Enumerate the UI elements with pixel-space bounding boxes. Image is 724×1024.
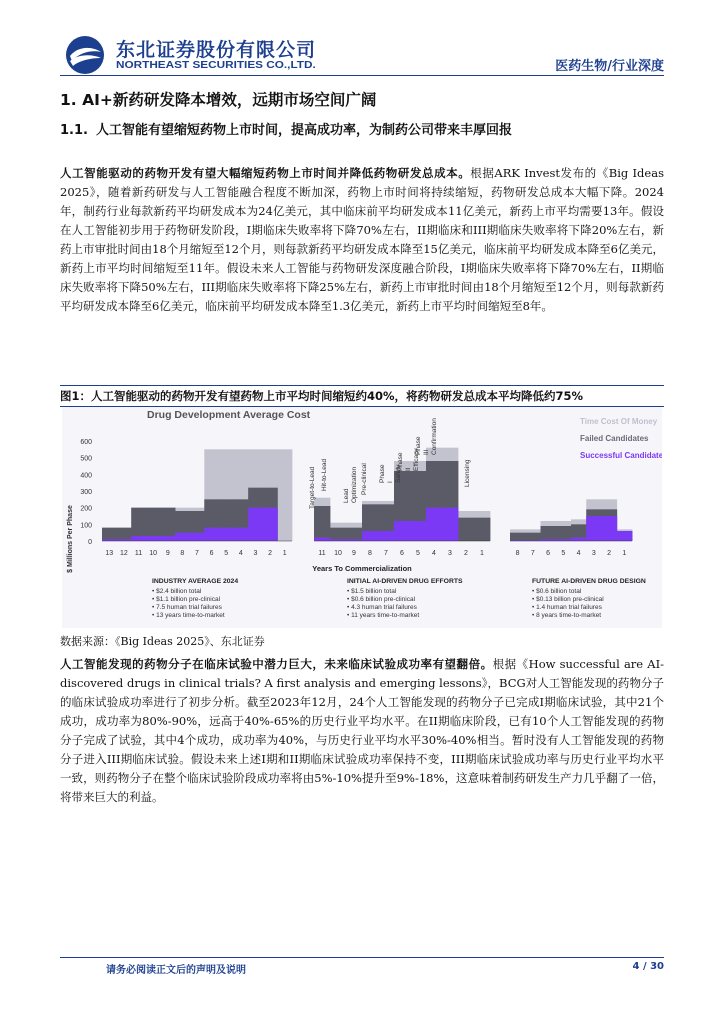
phase-label: [464, 459, 471, 487]
phase-label: [361, 463, 368, 495]
bar-successful: [586, 516, 602, 541]
bar-successful: [442, 508, 458, 541]
company-name-cn: 东北证券股份有限公司: [116, 39, 317, 61]
summary-item: • $1.5 billion total: [347, 588, 397, 595]
bar-failed: [541, 526, 557, 541]
bar-failed: [346, 528, 362, 541]
x-tick-label: 8: [368, 550, 372, 557]
phase-label: [321, 458, 328, 491]
footer-disclaimer: 请务必阅读正文后的声明及说明: [106, 965, 246, 976]
bar-successful: [234, 528, 249, 541]
x-tick-label: 8: [515, 550, 520, 557]
x-tick-label: 2: [268, 550, 273, 557]
section-heading: 1. AI+新药研发降本增效，远期市场空间广阔: [60, 91, 377, 109]
x-tick-label: 7: [195, 550, 199, 557]
summary-item: • $1.1 billion pre-clinical: [152, 596, 221, 603]
phase-label: [343, 466, 358, 503]
phase-label: [309, 466, 316, 509]
phase-label-line: Lead: [343, 488, 350, 503]
x-tick-label: 2: [464, 550, 468, 557]
bar-successful: [248, 508, 263, 541]
summary-item: • 4.3 human trial failures: [347, 604, 417, 611]
summary-item: • $0.6 billion total: [532, 588, 582, 595]
bar-failed: [330, 528, 346, 541]
bar-successful: [146, 536, 161, 541]
bar-successful: [204, 528, 219, 541]
phase-label-line: Licensing: [464, 459, 471, 487]
y-tick-label: 0: [88, 539, 92, 546]
drug-cost-chart: [62, 407, 662, 628]
x-tick-label: 2: [607, 550, 612, 557]
paragraph-1-body: 根据ARK Invest发布的《Big Ideas 2025》，随着新药研发与人工智能融合程度不断加深，药物上市时间将持续缩短，药物研发总成本大幅下降。2024年，制药行业每款新药平均研发成本为24亿美元，其中临床前平均研发成本11亿美元，新药上市平均需要13年。假设在人工智能初步用于药物研发阶段，I期临床失败率将下降70%左右，II期临床和III期临床失败率将下降20%左右，新药上市审批时间由18个月缩短至12个月，则每款新药平均研发成本降至15亿美元，临床前平均研发成本降至6亿美元，新药上市平均时间缩短至11年。假设未来人工智能与药物研发深度融合阶段，I期临床失败率将下降70%左右，II期临床失败率将下降50%左右，III期临床失败率将下降25%左右，新药上市审批时间由18个月缩短至12个月，则每款新药平均研发成本降至6亿美元，临床前平均研发成本降至1.3亿美元，新药上市平均时间缩短至8年。: [60, 166, 664, 313]
summary-item: • 13 years time-to-market: [152, 612, 225, 619]
chart-x-axis-label: Years To Commercialization: [312, 564, 412, 573]
x-tick-label: 1: [282, 550, 287, 557]
summary-item: • 8 years time-to-market: [532, 612, 602, 619]
bar-successful: [314, 538, 330, 541]
x-tick-label: 1: [622, 550, 627, 557]
chart-y-axis-label: $ Millions Per Phase: [67, 505, 74, 573]
x-tick-label: 13: [105, 550, 114, 557]
y-tick-label: 200: [80, 505, 92, 513]
x-tick-label: 4: [576, 550, 581, 557]
x-tick-label: 4: [238, 550, 243, 557]
bar-time-cost: [277, 449, 292, 541]
bar-successful: [602, 516, 618, 541]
phase-label-line: III: [423, 449, 430, 455]
chart-panel: [62, 407, 662, 628]
bar-successful: [190, 533, 205, 541]
paragraph-2: [60, 655, 664, 807]
bar-failed: [102, 528, 117, 541]
bar-successful: [410, 521, 426, 541]
footer-divider: [60, 957, 664, 958]
bar-failed: [510, 533, 526, 541]
bar-successful: [219, 528, 234, 541]
report-type: 医药生物/行业深度: [555, 59, 664, 74]
summary-item: • 11 years time-to-market: [347, 612, 420, 619]
phase-label-line: Pre-clinical: [361, 463, 368, 495]
x-tick-label: 11: [134, 550, 143, 557]
x-tick-label: 9: [165, 550, 170, 557]
x-tick-label: 7: [384, 550, 388, 557]
header-divider: [60, 75, 664, 76]
bar-successful: [160, 536, 175, 541]
bar-failed: [117, 528, 132, 541]
y-tick-label: 300: [80, 489, 92, 496]
x-tick-label: 6: [209, 550, 214, 557]
bar-successful: [571, 538, 587, 541]
bar-successful: [175, 533, 190, 541]
summary-title: INDUSTRY AVERAGE 2024: [152, 578, 239, 585]
subsection-title: 人工智能有望缩短药物上市时间，提高成功率，为制药公司带来丰厚回报: [96, 123, 513, 138]
x-tick-label: 5: [416, 550, 420, 557]
chart-legend: [580, 417, 662, 460]
legend-successful: Successful Candidates: [580, 451, 662, 460]
x-tick-label: 5: [561, 550, 566, 557]
phase-label-line: Confirmation: [431, 418, 438, 455]
figure-caption: 图1：人工智能驱动的药物开发有望药物上市平均时间缩短约40%，将药物研发总成本平均降低约75%: [60, 385, 664, 407]
legend-failed: Failed Candidates: [580, 434, 649, 443]
summary-item: • $0.6 billion pre-clinical: [347, 596, 416, 603]
x-tick-label: 3: [253, 550, 258, 557]
chart-title: Drug Development Average Cost: [147, 409, 311, 421]
phase-label-line: II: [405, 467, 412, 471]
x-tick-label: 1: [480, 550, 484, 557]
x-tick-label: 3: [448, 550, 452, 557]
x-tick-label: 3: [591, 550, 596, 557]
y-tick-label: 400: [80, 472, 92, 480]
x-tick-label: 6: [546, 550, 551, 557]
bar-successful: [263, 508, 278, 541]
paragraph-1: [60, 164, 664, 316]
bar-failed: [525, 533, 541, 541]
paragraph-1-lead: 人工智能驱动的药物开发有望大幅缩短药物上市时间并降低药物研发总成本。: [60, 166, 471, 180]
bar-failed: [314, 506, 330, 541]
summary-item: • 7.5 human trial failures: [152, 604, 222, 611]
bar-successful: [131, 536, 146, 541]
bar-failed: [556, 526, 572, 541]
phase-label-line: Phase: [397, 452, 404, 471]
summary-item: • $2.4 billion total: [152, 588, 202, 595]
paragraph-2-body: 根据《How successful are AI-discovered drugs in clinical trials? A first analysis and emerging lessons》，BCG对人工智能发现的药物分子的临床试验成功率进行了初步分析。截至2023年12月，24个人工智能发现的药物分子已完成I期临床试验，其中21个成功，成功率为80%-90%，远高于40%-65%的历史行业平均水平。在II期临床阶段，已有10个人工智能发现的药物分子完成了试验，其中4个成功，成功率为40%，与历史行业平均水平30%-40%相当。暂时没有人工智能发现的药物分子进入III期临床试验。假设未来上述I期和II期临床试验成功率保持不变，III期临床试验成功率与历史行业平均水平一致，则药物分子在整个临床试验阶段成功率将由5%-10%提升至9%-18%，这意味着制药研发生产力几乎翻了一倍，将带来巨大的利益。: [60, 657, 665, 804]
x-tick-label: 12: [120, 550, 128, 557]
summary-title: FUTURE AI-DRIVEN DRUG DESIGN: [532, 578, 646, 585]
subsection-heading: [60, 121, 530, 141]
phase-label-line: Safety: [395, 464, 402, 483]
y-tick-label: 100: [80, 522, 92, 530]
figure-source: 数据来源：《Big Ideas 2025》、东北证券: [60, 635, 265, 648]
bar-successful: [394, 521, 410, 541]
x-tick-label: 10: [149, 550, 158, 557]
company-logo: [64, 34, 106, 76]
page-number: 4 / 30: [632, 961, 664, 972]
x-tick-label: 10: [334, 550, 342, 557]
chart-summaries: [152, 578, 646, 619]
legend-time-cost: Time Cost Of Money: [580, 417, 658, 426]
phase-label-line: Hit-to-Lead: [321, 458, 328, 491]
phase-label-line: Phase: [379, 464, 386, 483]
bar-failed: [474, 518, 490, 541]
phase-label-line: Phase: [415, 436, 422, 455]
company-name-en: NORTHEAST SECURITIES CO.,LTD.: [116, 59, 316, 71]
phase-label-line: I: [387, 481, 394, 483]
subsection-number: 1.1.: [60, 123, 88, 138]
x-tick-label: 6: [400, 550, 404, 557]
x-tick-label: 11: [318, 550, 326, 557]
x-tick-label: 5: [224, 550, 229, 557]
summary-title: INITIAL AI-DRIVEN DRUG EFFORTS: [347, 578, 463, 585]
bar-successful: [362, 531, 378, 541]
phase-label-line: Target-to-Lead: [309, 466, 316, 509]
y-tick-label: 500: [80, 455, 92, 463]
phase-label-line: Efficacy: [413, 448, 420, 471]
x-tick-label: 7: [530, 550, 535, 557]
bar-successful: [617, 531, 633, 541]
summary-item: • $0.13 billion pre-clinical: [532, 596, 604, 603]
chart-x-ticks: [105, 550, 626, 557]
chart-y-axis: [80, 439, 92, 546]
x-tick-label: 4: [432, 550, 436, 557]
summary-item: • 1.4 human trial failures: [532, 604, 602, 611]
y-tick-label: 600: [80, 439, 92, 446]
paragraph-2-lead: 人工智能发现的药物分子在临床试验中潜力巨大，未来临床试验成功率有望翻倍。: [60, 657, 493, 671]
x-tick-label: 8: [180, 550, 185, 557]
x-tick-label: 9: [352, 550, 356, 557]
bar-successful: [426, 508, 442, 541]
phase-label-line: Optimization: [351, 466, 358, 503]
bar-successful: [378, 531, 394, 541]
bar-failed: [458, 518, 474, 541]
